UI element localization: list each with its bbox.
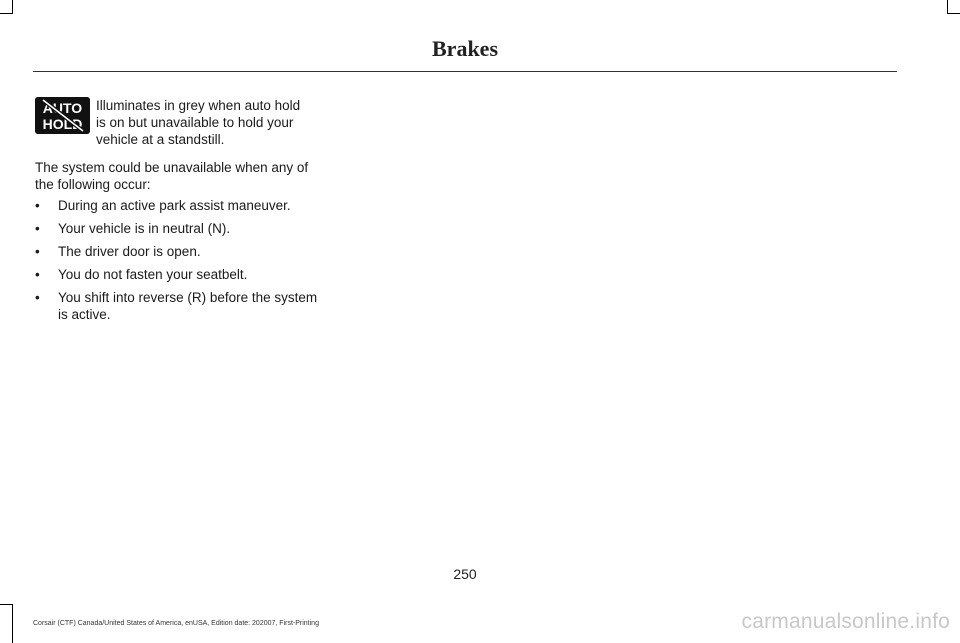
- list-item: [35, 289, 320, 323]
- crop-mark-bottom-left-vertical: [12, 604, 13, 643]
- bullet-mark: •: [35, 221, 40, 236]
- crop-mark-top-left-vertical: [12, 0, 13, 14]
- crop-mark-top-left-horizontal: [0, 13, 13, 14]
- auto-hold-unavailable-icon: [35, 97, 90, 134]
- header-divider: [33, 71, 897, 72]
- condition-list: [35, 197, 320, 329]
- bullet-mark: •: [35, 244, 40, 259]
- list-item-text: The driver door is open.: [58, 244, 201, 259]
- section-title: Brakes: [432, 36, 498, 61]
- crop-mark-top-right-horizontal: [947, 13, 960, 14]
- crop-mark-bottom-left-horizontal: [0, 604, 13, 605]
- page-number: 250: [453, 566, 477, 582]
- intro-paragraph: The system could be unavailable when any of the following occur:: [35, 160, 309, 192]
- list-item-text: Your vehicle is in neutral (N).: [58, 221, 231, 236]
- list-item-text: You do not fasten your seatbelt.: [58, 267, 248, 282]
- watermark: carmanualsonline.info: [741, 610, 950, 633]
- list-item-text: You shift into reverse (R) before the system is active.: [58, 290, 318, 322]
- crop-mark-top-right-vertical: [947, 0, 948, 14]
- icon-description: Illuminates in grey when auto hold is on but unavailable to hold your vehicle at a standstill.: [96, 98, 301, 147]
- auto-hold-icon-line2: HOLD: [42, 116, 83, 132]
- list-item: [35, 243, 320, 260]
- list-item: [35, 197, 320, 214]
- list-item-text: During an active park assist maneuver.: [58, 198, 291, 213]
- list-item: [35, 266, 320, 283]
- list-item: [35, 220, 320, 237]
- auto-hold-icon-line1: AUTO: [42, 100, 83, 116]
- bullet-mark: •: [35, 267, 40, 282]
- footer-edition-info: Corsair (CTF) Canada/United States of America, enUSA, Edition date: 202007, First-Printing: [33, 620, 319, 627]
- bullet-mark: •: [35, 290, 40, 305]
- bullet-mark: •: [35, 198, 40, 213]
